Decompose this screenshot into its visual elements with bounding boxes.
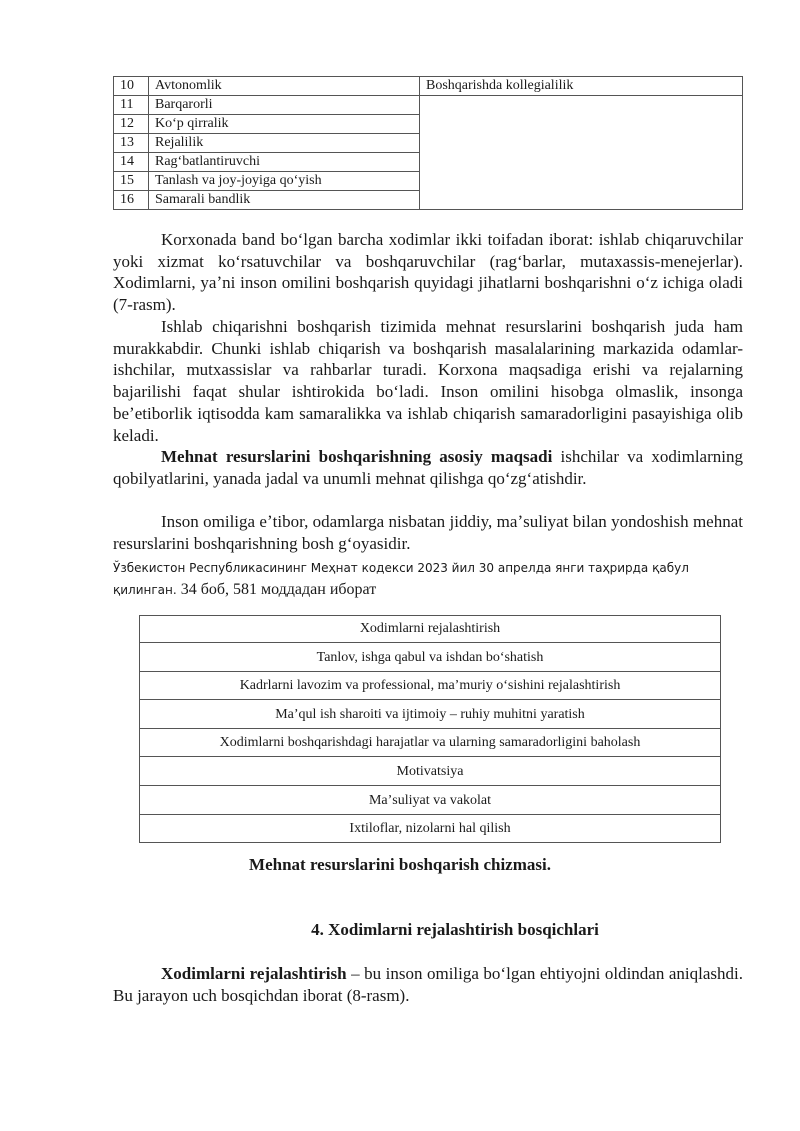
row-label: Koʻp qirralik bbox=[149, 115, 420, 134]
scheme-item: Xodimlarni boshqarishdagi harajatlar va ularning samaradorligini baholash bbox=[140, 730, 720, 757]
row-number: 12 bbox=[114, 115, 149, 134]
row-label: Ragʻbatlantiruvchi bbox=[149, 153, 420, 172]
scheme-item: Kadrlarni lavozim va professional, maʼmuriy oʻsishini rejalashtirish bbox=[140, 673, 720, 700]
scheme-item: Tanlov, ishga qabul va ishdan boʻshatish bbox=[140, 645, 720, 672]
row-number: 11 bbox=[114, 96, 149, 115]
paragraph-1-text: Korxonada band boʻlgan barcha xodimlar ikki toifadan iborat: ishlab chiqaruvchilar yoki xizmat koʻrsatuvchilar va boshqaruvchilar (ragʻbarlar, mutaxassis-menejerlar). Xodimlarni, yaʼni inson omilini boshqarish quyidagi jihatlarni boshqarishni oʻz ichiga oladi (7-rasm). bbox=[113, 230, 743, 315]
note-big-text: 34 боб, 581 моддадан иборат bbox=[176, 581, 377, 598]
row-label: Rejalilik bbox=[149, 134, 420, 153]
table-row bbox=[114, 96, 743, 115]
table-row bbox=[114, 77, 743, 96]
right-cell-empty bbox=[420, 96, 743, 210]
final-text: – bu inson omiliga boʻlgan ehtiyojni oldindan aniqlashdi. Bu jarayon uch bosqichdan iborat (8-rasm). bbox=[113, 964, 743, 1005]
labor-code-note bbox=[113, 557, 753, 601]
row-label: Barqarorli bbox=[149, 96, 420, 115]
row-label: Tanlash va joy-joyiga qoʻyish bbox=[149, 172, 420, 191]
scheme-item: Maʼsuliyat va vakolat bbox=[140, 788, 720, 815]
paragraph-3-bold: Mehnat resurslarini boshqarishning asosiy maqsadi bbox=[161, 447, 553, 466]
row-number: 10 bbox=[114, 77, 149, 96]
paragraph-2 bbox=[113, 316, 743, 446]
row-number: 15 bbox=[114, 172, 149, 191]
row-label: Avtonomlik bbox=[149, 77, 420, 96]
row-label: Samarali bandlik bbox=[149, 191, 420, 210]
criteria-table bbox=[113, 76, 743, 210]
management-scheme bbox=[139, 615, 721, 843]
final-bold: Xodimlarni rejalashtirish bbox=[161, 964, 347, 983]
row-number: 13 bbox=[114, 134, 149, 153]
paragraph-final bbox=[113, 963, 743, 1006]
paragraph-3 bbox=[113, 446, 743, 489]
note-small-text: Ўзбекистон Республикасининг Меҳнат кодекси 2023 йил 30 апрелда янги таҳрирда қабул қилинган. bbox=[113, 561, 689, 597]
scheme-item: Maʼqul ish sharoiti va ijtimoiy – ruhiy muhitni yaratish bbox=[140, 702, 720, 729]
section-title: 4. Xodimlarni rejalashtirish bosqichlari bbox=[311, 920, 599, 939]
paragraph-2-text: Ishlab chiqarishni boshqarish tizimida mehnat resurslarini boshqarish juda ham murakkabdir. Chunki ishlab chiqarish va boshqarish masalalarining markazida odamlar-ishchilar, mutxassislar va rahbarlar turadi. Korxona maqsadiga erishi va rejalarning bajarilishi faqat shular ishtirokida boʻladi. Inson omilini hisobga olmaslik, insonga beʼetiborlik iqtisodda kam samaralikka va ishlab chiqarish samaradorligini pasayishiga olib keladi. bbox=[113, 317, 743, 445]
scheme-item: Ixtiloflar, nizolarni hal qilish bbox=[140, 816, 720, 843]
right-cell: Boshqarishda kollegialilik bbox=[420, 77, 743, 96]
paragraph-4-text: Inson omiliga eʼtibor, odamlarga nisbatan jiddiy, maʼsuliyat bilan yondoshish mehnat resurslarini boshqarishning bosh gʻoyasidir. bbox=[113, 512, 743, 553]
paragraph-3-text: ishchilar va xodimlarning qobilyatlarini, yanada jadal va unumli mehnat qilishga qoʻzgʻatishdir. bbox=[113, 447, 743, 488]
paragraph-1 bbox=[113, 229, 743, 316]
paragraph-4 bbox=[113, 511, 743, 554]
scheme-item: Xodimlarni rejalashtirish bbox=[140, 616, 720, 643]
row-number: 14 bbox=[114, 153, 149, 172]
scheme-caption: Mehnat resurslarini boshqarish chizmasi. bbox=[249, 855, 551, 874]
row-number: 16 bbox=[114, 191, 149, 210]
scheme-item: Motivatsiya bbox=[140, 759, 720, 786]
